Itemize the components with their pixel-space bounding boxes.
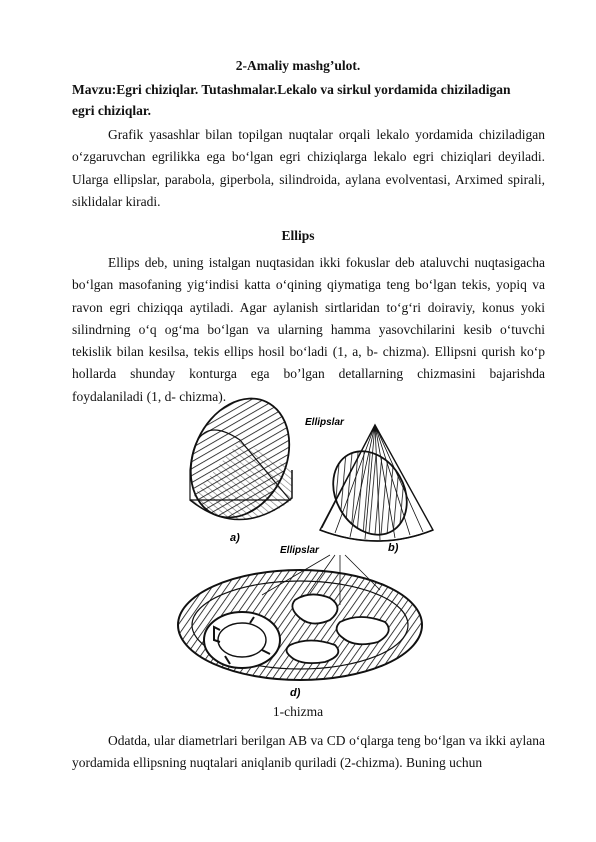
section-title-ellips: Ellips (281, 228, 315, 243)
label-a: a) (230, 532, 240, 544)
paragraph-intro: Grafik yasashlar bilan topilgan nuqtalar orqali lekalo yordamida chiziladigan o‘zgaruvchan egrilikka ega bo‘lgan egri chiziqlarga lekalo egri chiziqlari deyiladi. Ularga ellipslar, parabola, giperbola, silindroida, aylana evolventasi, Arximed spirali, siklidalar kiradi. (72, 127, 545, 209)
label-d: d) (290, 687, 301, 699)
topic-title-line-1: Mavzu:Egri chiziqlar. Tutashmalar.Lekalo va sirkul yordamida chiziladigan (72, 82, 511, 97)
label-ellipslar-middle: Ellipslar (280, 545, 319, 556)
label-ellipslar-top: Ellipslar (305, 417, 344, 428)
figure-b-cone (319, 425, 433, 548)
figure-a-cylinder (172, 382, 308, 533)
paragraph-ellips-definition: Ellips deb, uning istalgan nuqtasidan ikki fokuslar deb ataluvchi nuqtasigacha bo‘lgan masofaning yig‘indisi katta o‘qining qiymatiga teng bo‘lgan tekis, yopiq va ravon egri chiziqqa aytiladi. Agar aylanish sirtlaridan to‘g‘ri doiraviy, konus yoki silindrning o‘q og‘ma bo‘lgan va ularning hamma yasovchilarini kesib o‘tuvchi tekislik bilan kesilsa, tekis ellips hosil bo‘ladi (1, a, b- chizma). Ellipsni qurish ko‘p hollarda shunday konturga ega bo’lgan detallarning chizmasini bajarishda foydalaniladi (1, d- chizma). (72, 255, 545, 404)
paragraph-construction: Odatda, ular diametrlari berilgan AB va CD o‘qlarga teng bo‘lgan va ikki aylana yordamida ellipsning nuqtalari aniqlanib quriladi (2-chizma). Buning uchun (72, 733, 545, 771)
figure-caption: 1-chizma (272, 704, 324, 719)
topic-title-line-2: egri chiziqlar. (72, 103, 151, 118)
figure-d-part (178, 570, 422, 680)
label-b: b) (388, 542, 399, 554)
page-heading: 2-Amaliy mashg’ulot. (235, 58, 361, 73)
